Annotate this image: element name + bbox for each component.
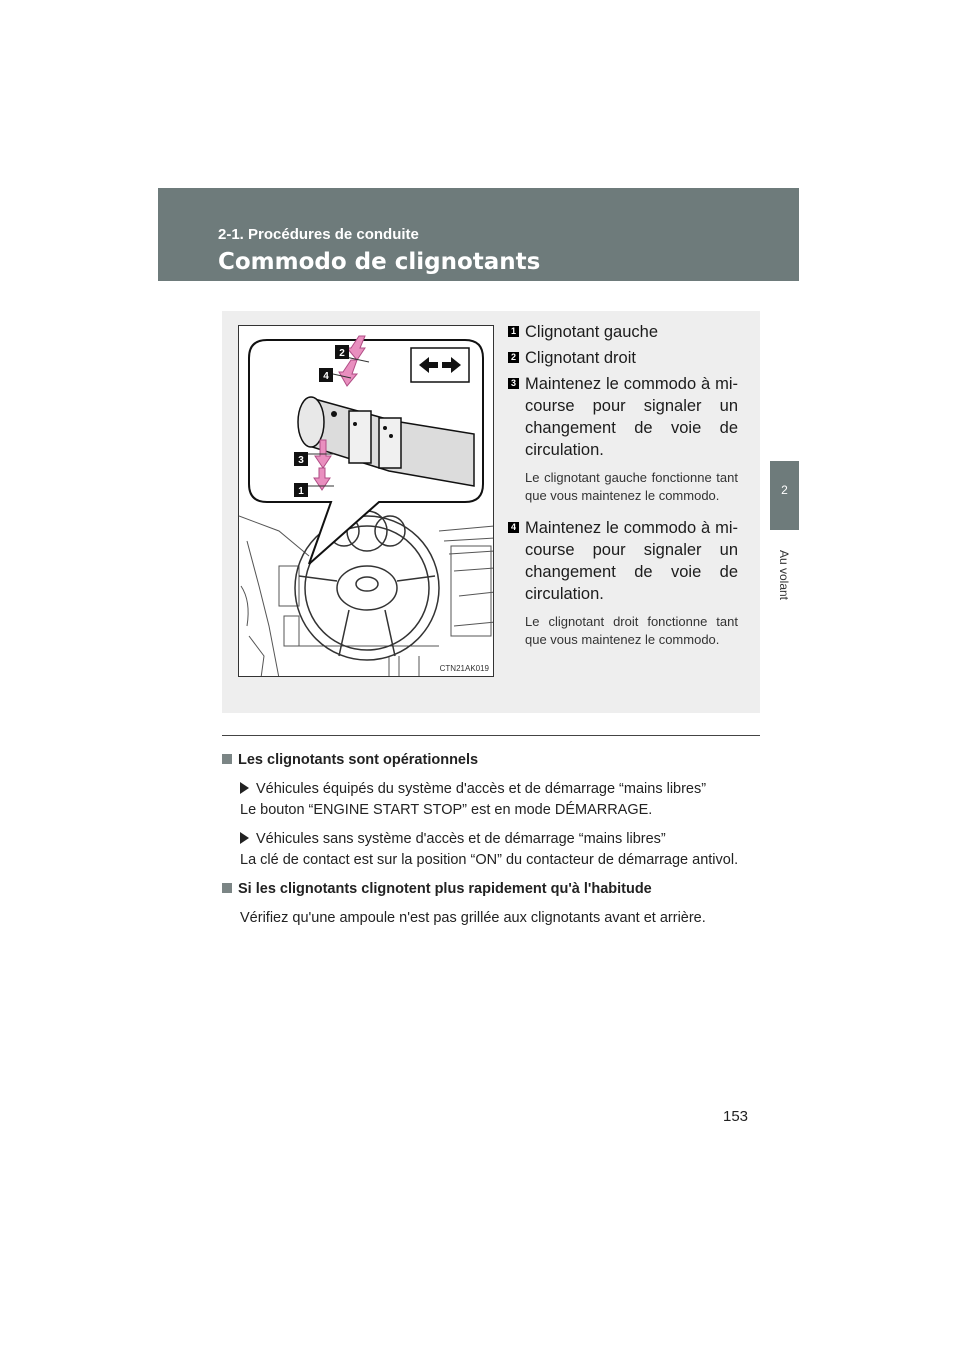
- section-title: 2-1. Procédures de conduite: [218, 226, 419, 243]
- legend-list: [508, 321, 738, 661]
- page-number: 153: [723, 1108, 749, 1125]
- legend-number: 1: [508, 326, 519, 337]
- chapter-label: Au volant: [777, 549, 791, 601]
- legend-text: Clignotant gauche: [525, 323, 659, 341]
- callout-1: 1: [298, 486, 304, 497]
- legend-item: [508, 321, 738, 343]
- turn-signal-illustration: [238, 325, 494, 677]
- chapter-number: 2: [781, 483, 788, 497]
- note-item-text: Le bouton “ENGINE START STOP” est en mode DÉMARRAGE.: [240, 802, 653, 818]
- note-heading: [222, 750, 754, 771]
- legend-item: [508, 347, 738, 369]
- legend-number: 3: [508, 378, 519, 389]
- triangle-bullet-icon: [240, 782, 249, 794]
- notes-section: [222, 750, 754, 929]
- note-item-text: La clé de contact est sur la position “ON” du contacteur de démarrage antivol.: [240, 852, 739, 868]
- figure-code: CTN21AK019: [439, 664, 489, 673]
- note-heading-text: Les clignotants sont opérationnels: [238, 752, 479, 768]
- note-heading-text: Si les clignotants clignotent plus rapidement qu'à l'habitude: [238, 881, 652, 897]
- chapter-tab[interactable]: [770, 461, 799, 530]
- legend-item: [508, 517, 738, 649]
- legend-text: Maintenez le commodo à mi-course pour signaler un changement de voie de circulation.: [525, 519, 738, 603]
- legend-item: [508, 373, 738, 505]
- note-item-title: [222, 829, 754, 850]
- page-title: Commodo de clignotants: [218, 249, 541, 275]
- note-item-title-text: Véhicules équipés du système d'accès et de démarrage “mains libres”: [256, 781, 707, 797]
- callout-3: 3: [298, 455, 304, 466]
- chapter-header: [158, 188, 799, 281]
- callout-4: 4: [323, 371, 329, 382]
- square-bullet-icon: [222, 754, 232, 764]
- note-item-title: [222, 779, 754, 800]
- chapter-label-box: [776, 540, 792, 610]
- legend-text: Maintenez le commodo à mi-course pour signaler un changement de voie de circulation.: [525, 375, 738, 459]
- legend-note: Le clignotant droit fonctionne tant que vous maintenez le commodo.: [525, 614, 738, 647]
- note-item-title-text: Véhicules sans système d'accès et de démarrage “mains libres”: [256, 831, 666, 847]
- legend-number: 4: [508, 522, 519, 533]
- note-heading: [222, 879, 754, 900]
- section-divider: [222, 735, 760, 736]
- legend-number: 2: [508, 352, 519, 363]
- note-text: Vérifiez qu'une ampoule n'est pas grillée aux clignotants avant et arrière.: [240, 910, 706, 926]
- legend-note: Le clignotant gauche fonctionne tant que vous maintenez le commodo.: [525, 470, 738, 503]
- illustration-drawing: [239, 326, 494, 677]
- callout-2: 2: [339, 348, 345, 359]
- square-bullet-icon: [222, 883, 232, 893]
- triangle-bullet-icon: [240, 832, 249, 844]
- legend-text: Clignotant droit: [525, 349, 636, 367]
